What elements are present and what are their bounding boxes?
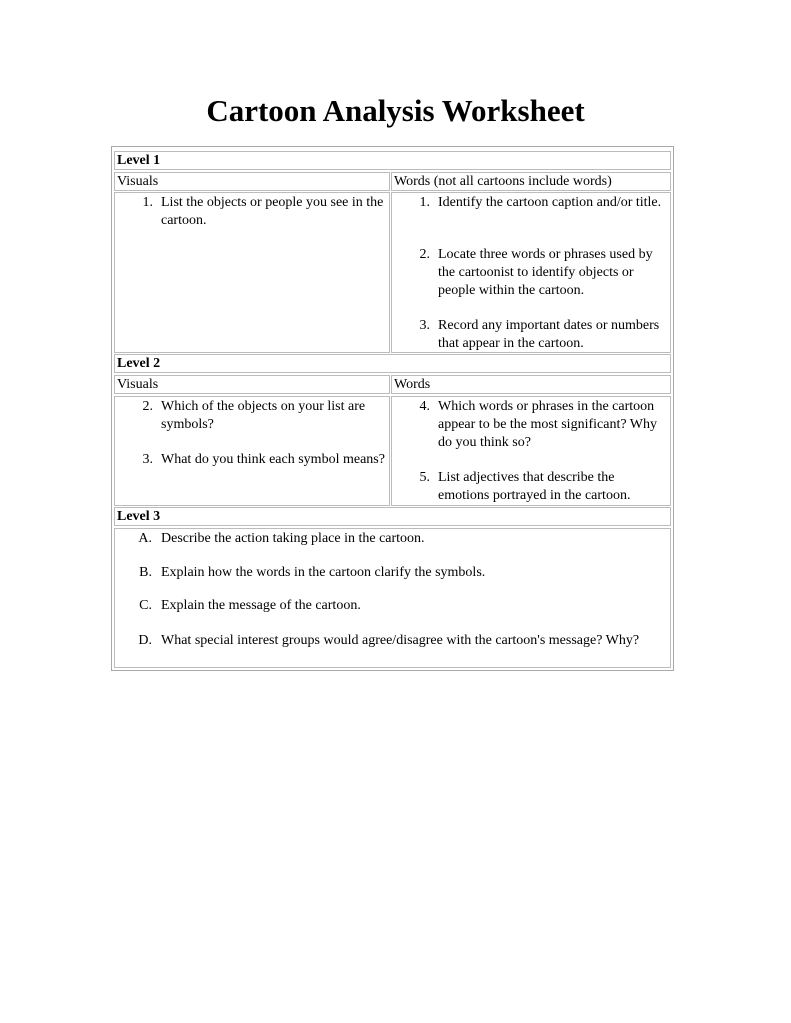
item-text: List the objects or people you see in the cartoon. xyxy=(161,195,384,228)
item-letter: D. xyxy=(138,633,152,648)
item-text: Which words or phrases in the cartoon appear to be the most significant? Why do you think so? xyxy=(438,399,658,450)
item-text: What special interest groups would agree/disagree with the cartoon's message? Why? xyxy=(161,633,640,648)
item-letter: B. xyxy=(139,565,152,580)
item-number: 2. xyxy=(142,399,153,414)
item-number: 1. xyxy=(142,195,153,210)
item-number: 3. xyxy=(419,318,430,333)
item-text: Which of the objects on your list are symbols? xyxy=(161,399,366,432)
item-text: What do you think each symbol means? xyxy=(161,452,385,467)
level-1-words-label: Words (not all cartoons include words) xyxy=(391,172,671,191)
level-2-header: Level 2 xyxy=(114,354,671,373)
item-text: List adjectives that describe the emotions portrayed in the cartoon. xyxy=(438,470,631,503)
item-text: Identify the cartoon caption and/or title. xyxy=(438,195,662,210)
item-number: 5. xyxy=(419,470,430,485)
item-text: Describe the action taking place in the cartoon. xyxy=(161,531,425,546)
item-text: Record any important dates or numbers that appear in the cartoon. xyxy=(438,318,660,351)
item-text: Locate three words or phrases used by the cartoonist to identify objects or people within the cartoon. xyxy=(438,247,653,298)
level-3-header: Level 3 xyxy=(114,507,671,526)
item-number: 2. xyxy=(419,247,430,262)
level-1-words-cell xyxy=(391,192,671,353)
item-letter: C. xyxy=(139,598,152,613)
level-2-words-label: Words xyxy=(391,375,671,394)
level-2-visuals-label: Visuals xyxy=(114,375,390,394)
item-letter: A. xyxy=(138,531,152,546)
item-text: Explain the message of the cartoon. xyxy=(161,598,361,613)
item-number: 3. xyxy=(142,452,153,467)
page-title: Cartoon Analysis Worksheet xyxy=(206,93,585,128)
level-1-header: Level 1 xyxy=(114,151,671,170)
worksheet-table xyxy=(111,146,674,671)
level-2-visuals-cell xyxy=(114,396,390,506)
item-number: 4. xyxy=(419,399,430,414)
level-1-visuals-label: Visuals xyxy=(114,172,390,191)
level-2-words-cell xyxy=(391,396,671,506)
item-text: Explain how the words in the cartoon clarify the symbols. xyxy=(161,565,486,580)
item-number: 1. xyxy=(419,195,430,210)
level-3-cell xyxy=(114,528,671,668)
level-1-visuals-cell xyxy=(114,192,390,353)
